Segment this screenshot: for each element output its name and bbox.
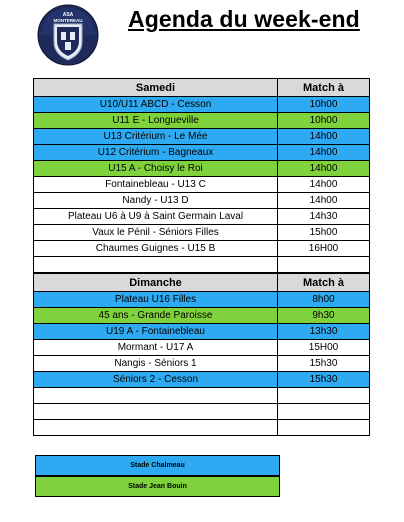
match-label [34, 404, 278, 420]
table-row [34, 292, 370, 308]
table-row [34, 420, 370, 436]
match-label: U19 A - Fontainebleau [34, 324, 278, 340]
match-time: 15h30 [278, 372, 370, 388]
match-label: Plateau U16 Filles [34, 292, 278, 308]
match-time: 14h30 [278, 209, 370, 225]
table-row [34, 225, 370, 241]
match-time: 10h00 [278, 97, 370, 113]
match-label: Chaumes Guignes - U15 B [34, 241, 278, 257]
match-time: 13h30 [278, 324, 370, 340]
match-time: 15H00 [278, 340, 370, 356]
match-time [278, 388, 370, 404]
match-time: 16H00 [278, 241, 370, 257]
table-row [34, 193, 370, 209]
match-time [278, 404, 370, 420]
match-time: 8h00 [278, 292, 370, 308]
dimanche-schedule-table [33, 273, 370, 436]
match-label [34, 257, 278, 273]
table-row [34, 161, 370, 177]
table-row [34, 404, 370, 420]
match-label: U10/U11 ABCD - Cesson [34, 97, 278, 113]
table-row [34, 356, 370, 372]
match-label: U11 E - Longueville [34, 113, 278, 129]
samedi-header-time: Match à [278, 79, 370, 97]
match-label: Fontainebleau - U13 C [34, 177, 278, 193]
dimanche-header-time: Match à [278, 274, 370, 292]
table-row [34, 113, 370, 129]
legend-stade-chalmeau: Stade Chalmeau [35, 455, 280, 476]
match-label: Nangis - Séniors 1 [34, 356, 278, 372]
table-row [34, 97, 370, 113]
table-row [34, 241, 370, 257]
match-time [278, 420, 370, 436]
match-time: 15h30 [278, 356, 370, 372]
match-label: Séniors 2 - Cesson [34, 372, 278, 388]
svg-text:MONTEREAU: MONTEREAU [53, 18, 83, 23]
page-title: Agenda du week-end [128, 6, 360, 32]
match-time: 15h00 [278, 225, 370, 241]
match-label: Vaux le Pénil - Séniors Filles [34, 225, 278, 241]
match-label: U12 Critérium - Bagneaux [34, 145, 278, 161]
svg-text:ASA: ASA [62, 12, 74, 18]
match-label: 45 ans - Grande Paroisse [34, 308, 278, 324]
club-logo [36, 4, 100, 66]
match-label: Plateau U6 à U9 à Saint Germain Laval [34, 209, 278, 225]
match-label [34, 420, 278, 436]
match-time [278, 257, 370, 273]
table-row [34, 177, 370, 193]
match-label: Nandy - U13 D [34, 193, 278, 209]
dimanche-header-day: Dimanche [34, 274, 278, 292]
match-time: 9h30 [278, 308, 370, 324]
table-row [34, 308, 370, 324]
match-time: 14h00 [278, 129, 370, 145]
match-label [34, 388, 278, 404]
table-row [34, 388, 370, 404]
samedi-header-row [34, 79, 370, 97]
match-label: U13 Critérium - Le Mée [34, 129, 278, 145]
samedi-header-day: Samedi [34, 79, 278, 97]
match-time: 14h00 [278, 145, 370, 161]
dimanche-header-row [34, 274, 370, 292]
legend-stade-jean-bouin: Stade Jean Bouin [35, 476, 280, 497]
match-time: 10h00 [278, 113, 370, 129]
table-row [34, 257, 370, 273]
table-row [34, 340, 370, 356]
match-label: U15 A - Choisy le Roi [34, 161, 278, 177]
match-label: Mormant - U17 A [34, 340, 278, 356]
table-row [34, 129, 370, 145]
match-time: 14h00 [278, 161, 370, 177]
samedi-schedule-table [33, 78, 370, 273]
match-time: 14h00 [278, 177, 370, 193]
table-row [34, 324, 370, 340]
match-time: 14h00 [278, 193, 370, 209]
table-row [34, 209, 370, 225]
table-row [34, 372, 370, 388]
table-row [34, 145, 370, 161]
